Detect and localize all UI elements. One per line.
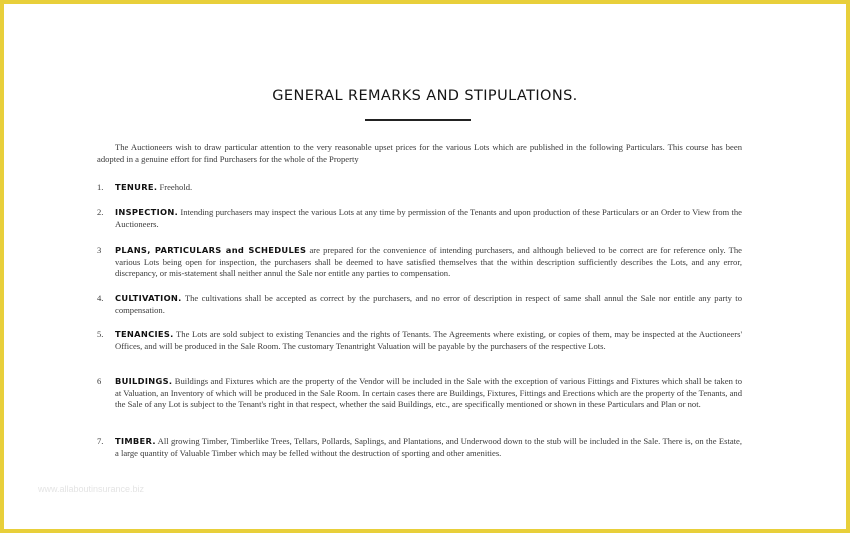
clause-heading: BUILDINGS. [115,376,173,386]
intro-paragraph: The Auctioneers wish to draw particular attention to the very reasonable upset prices for the various Lots which are published in the following Particulars. This course has been adopted in a genuine effort for find Purchasers for the whole of the Property [97,142,742,164]
watermark-text: www.allaboutinsurance.biz [38,484,145,494]
clause-heading: TIMBER. [115,436,156,446]
clause-cultivation [97,293,742,316]
clause-number: 6 [97,376,102,386]
clause-number: 5. [97,329,104,339]
clause-text: Buildings and Fixtures which are the property of the Vendor will be included in the Sale with the exception of various Fittings and Fixtures which shall be taken to at Valuation, an Inventory of which will be produced in the Sale Room. In certain cases there are Buildings, Fixtures, Fittings and Erections which are the property of the Tenants, and the Sale of any Lot is subject to the Tenant's right in that respect, whether the said Buildings, etc., are specifically mentioned or shown in these Particulars and Plan or not. [115,376,742,409]
clause-number: 1. [97,182,104,192]
document-page [4,4,846,529]
clause-text: All growing Timber, Timberlike Trees, Tellars, Pollards, Saplings, and Plantations, and Underwood down to the stub will be included in the Sale. There is, on the Estate, a large quantity of Valuable Timber which may be felled without the destruction of sporting and other amenities. [115,436,742,458]
clause-text: are prepared for the convenience of intending purchasers, and although believed to be correct are for reference only. The various Lots being open for inspection, the purchasers shall be deemed to have satisfied themselves that the within description sufficiently describes the Lots, and any error, discrepancy, or mis-statement shall neither annul the Sale nor entitle any parties to compensation. [115,245,742,278]
clause-heading: TENURE. [115,182,158,192]
clause-heading: PLANS, PARTICULARS and SCHEDULES [115,245,307,255]
clause-number: 2. [97,207,104,217]
clause-tenancies [97,329,742,352]
title-underline [365,119,471,121]
clause-tenure [97,182,742,194]
page-title: GENERAL REMARKS AND STIPULATIONS. [272,88,578,104]
clause-heading: CULTIVATION. [115,293,182,303]
clause-buildings [97,376,742,411]
clause-number: 3 [97,245,102,255]
clause-number: 7. [97,436,104,446]
clause-inspection [97,207,742,230]
clause-text: Freehold. [157,182,193,192]
clause-heading: INSPECTION. [115,207,179,217]
clause-number: 4. [97,293,104,303]
clause-text: The cultivations shall be accepted as correct by the purchasers, and no error of description in respect of same shall annul the Sale nor entitle any party to compensation. [115,293,742,315]
clause-plans [97,245,742,280]
clause-text: Intending purchasers may inspect the various Lots at any time by permission of the Tenants and upon production of these Particulars or an Order to View from the Auctioneers. [115,207,742,229]
clause-heading: TENANCIES. [115,329,174,339]
clause-timber [97,436,742,459]
clause-text: The Lots are sold subject to existing Tenancies and the rights of Tenants. The Agreements where existing, or copies of them, may be inspected at the Auctioneers' Offices, and will be produced in the Sale Room. The customary Tenantright Valuation will be payable by the purchasers of the respective Lots. [115,329,742,351]
